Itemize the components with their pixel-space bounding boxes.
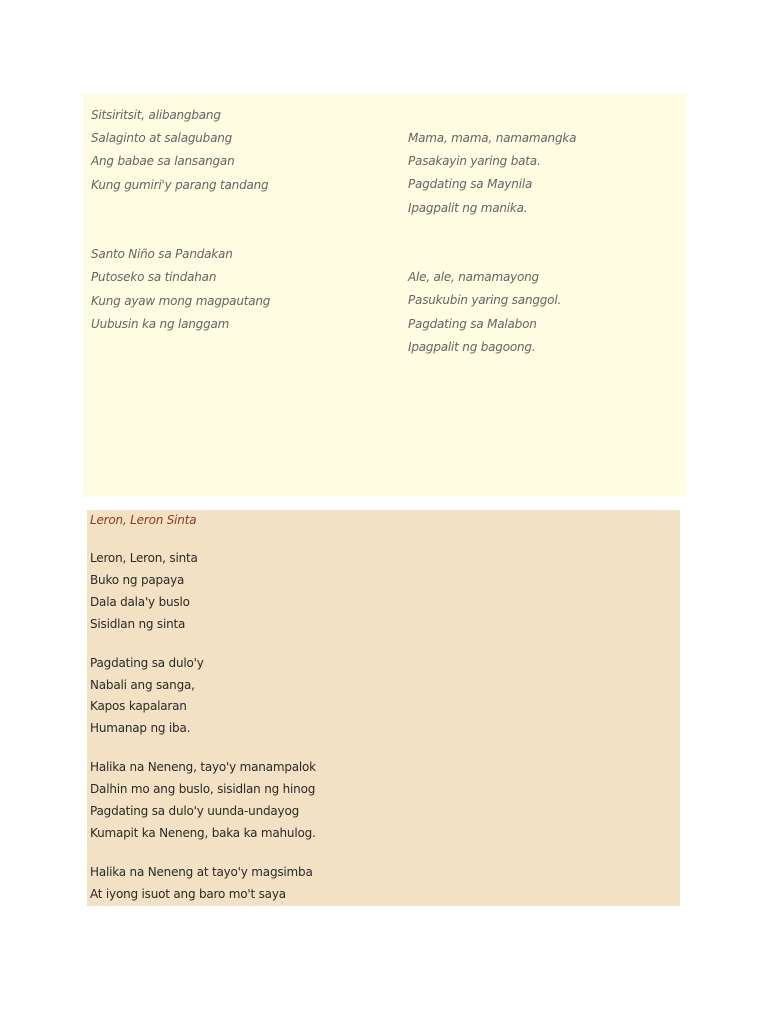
leron-sinta-panel — [87, 510, 680, 906]
verse-line: Leron, Leron, sinta — [90, 551, 198, 565]
verse-line: Salaginto at salagubang — [91, 131, 233, 146]
verse-line: Ale, ale, namamayong — [408, 270, 539, 285]
left-column — [91, 104, 270, 336]
verse-line: Ipagpalit ng manika. — [408, 200, 528, 215]
stanza-santo-nino — [91, 243, 270, 336]
stanza-mama — [408, 127, 576, 220]
verse-line: Halika na Neneng at tayo'y magsimba — [90, 864, 313, 879]
verse-line: Halika na Neneng, tayo'y manampalok — [90, 760, 316, 775]
stanza-3 — [90, 757, 316, 845]
verse-line: Mama, mama, namamangka — [408, 131, 577, 145]
verse-line: Pagdating sa Maynila — [408, 177, 533, 192]
verse-line: Ang babae sa lansangan — [91, 154, 235, 169]
verse-line: Pasukubin yaring sanggol. — [408, 293, 562, 308]
stanza-1 — [90, 548, 316, 636]
poem-title: Leron, Leron Sinta — [90, 513, 197, 527]
verse-line: Pagdating sa dulo'y — [90, 655, 204, 670]
leron-content — [90, 513, 316, 906]
stanza-ale — [408, 266, 576, 359]
verse-line: Uubusin ka ng langgam — [91, 316, 230, 331]
verse-line: Buko ng papaya — [90, 572, 185, 587]
verse-line: Nabali ang sanga, — [90, 677, 195, 692]
verse-line: Kapos kapalaran — [90, 699, 187, 714]
verse-line: Kung ayaw mong magpautang — [91, 293, 271, 308]
verse-line: Humanap ng iba. — [90, 721, 191, 736]
verse-line: Putoseko sa tindahan — [91, 270, 217, 285]
right-column — [408, 127, 576, 359]
verse-line: Kung gumiri'y parang tandang — [91, 177, 269, 192]
stanza-4 — [90, 862, 316, 906]
verse-line: Sitsiritsit, alibangbang — [91, 108, 221, 122]
verse-line: Pagdating sa dulo'y uunda-undayog — [90, 804, 300, 819]
verse-line: Pagdating sa Malabon — [408, 316, 537, 331]
verse-line: Dalhin mo ang buslo, sisidlan ng hinog — [90, 782, 316, 797]
verse-line: At iyong isuot ang baro mo't saya — [90, 886, 286, 901]
verse-line: Ipagpalit ng bagoong. — [408, 339, 536, 354]
nursery-rhymes-panel — [83, 94, 686, 496]
stanza-2 — [90, 653, 316, 741]
verse-line: Sisidlan ng sinta — [90, 616, 186, 631]
verse-line: Dala dala'y buslo — [90, 594, 190, 609]
verse-line: Kumapit ka Neneng, baka ka mahulog. — [90, 825, 316, 840]
verse-line: Pasakayin yaring bata. — [408, 154, 541, 169]
verse-line: Santo Niño sa Pandakan — [91, 247, 233, 262]
stanza-sitsiritsit — [91, 104, 270, 197]
